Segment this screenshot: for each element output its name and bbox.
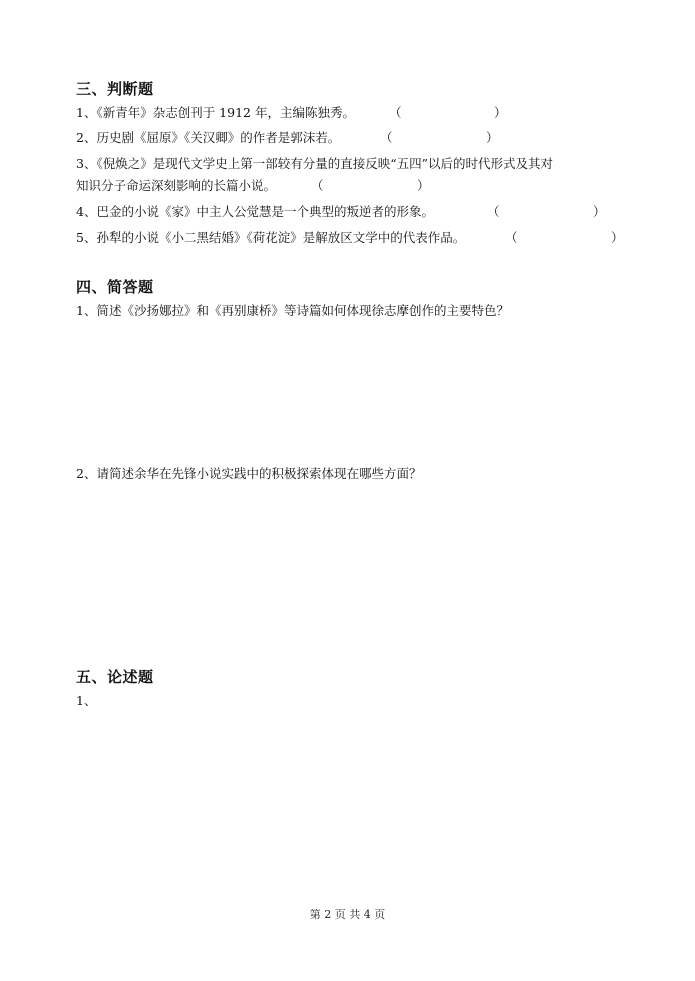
judge-item-4: 4、巴金的小说《家》中主人公觉慧是一个典型的叛逆者的形象。	[76, 204, 434, 219]
answer-paren-close-2: ）	[486, 130, 499, 145]
essay-question-1: 1、	[76, 693, 97, 708]
section-title-judge: 三、判断题	[76, 80, 154, 98]
answer-paren-open-2: （	[380, 130, 393, 145]
answer-paren-open-5: （	[505, 230, 518, 245]
judge-item-5: 5、孙犁的小说《小二黑结婚》《荷花淀》是解放区文学中的代表作品。	[76, 230, 466, 245]
page-footer: 第 2 页 共 4 页	[309, 908, 386, 921]
answer-paren-open-3: （	[311, 178, 324, 193]
answer-paren-close-3: ）	[417, 178, 430, 193]
short-answer-question-2: 2、请简述余华在先锋小说实践中的积极探索体现在哪些方面？	[76, 466, 422, 481]
answer-paren-close-1: ）	[494, 105, 507, 120]
section-title-short-answer: 四、简答题	[76, 278, 154, 296]
answer-paren-close-4: ）	[593, 204, 606, 219]
answer-paren-close-5: ）	[611, 230, 624, 245]
judge-item-1: 1、《新青年》杂志创刊于 1912 年，主编陈独秀。	[76, 105, 355, 120]
answer-paren-open-4: （	[487, 204, 500, 219]
section-title-essay: 五、论述题	[76, 668, 154, 686]
judge-item-3-line-2: 知识分子命运深刻影响的长篇小说。	[76, 178, 277, 193]
judge-item-3-line-1: 3、《倪焕之》是现代文学史上第一部较有分量的直接反映“五四”以后的时代形式及其对	[76, 156, 553, 171]
judge-item-2: 2、历史剧《屈原》《关汉卿》的作者是郭沫若。	[76, 130, 341, 145]
answer-paren-open-1: （	[389, 105, 402, 120]
short-answer-question-1: 1、简述《沙扬娜拉》和《再别康桥》等诗篇如何体现徐志摩创作的主要特色？	[76, 303, 509, 318]
